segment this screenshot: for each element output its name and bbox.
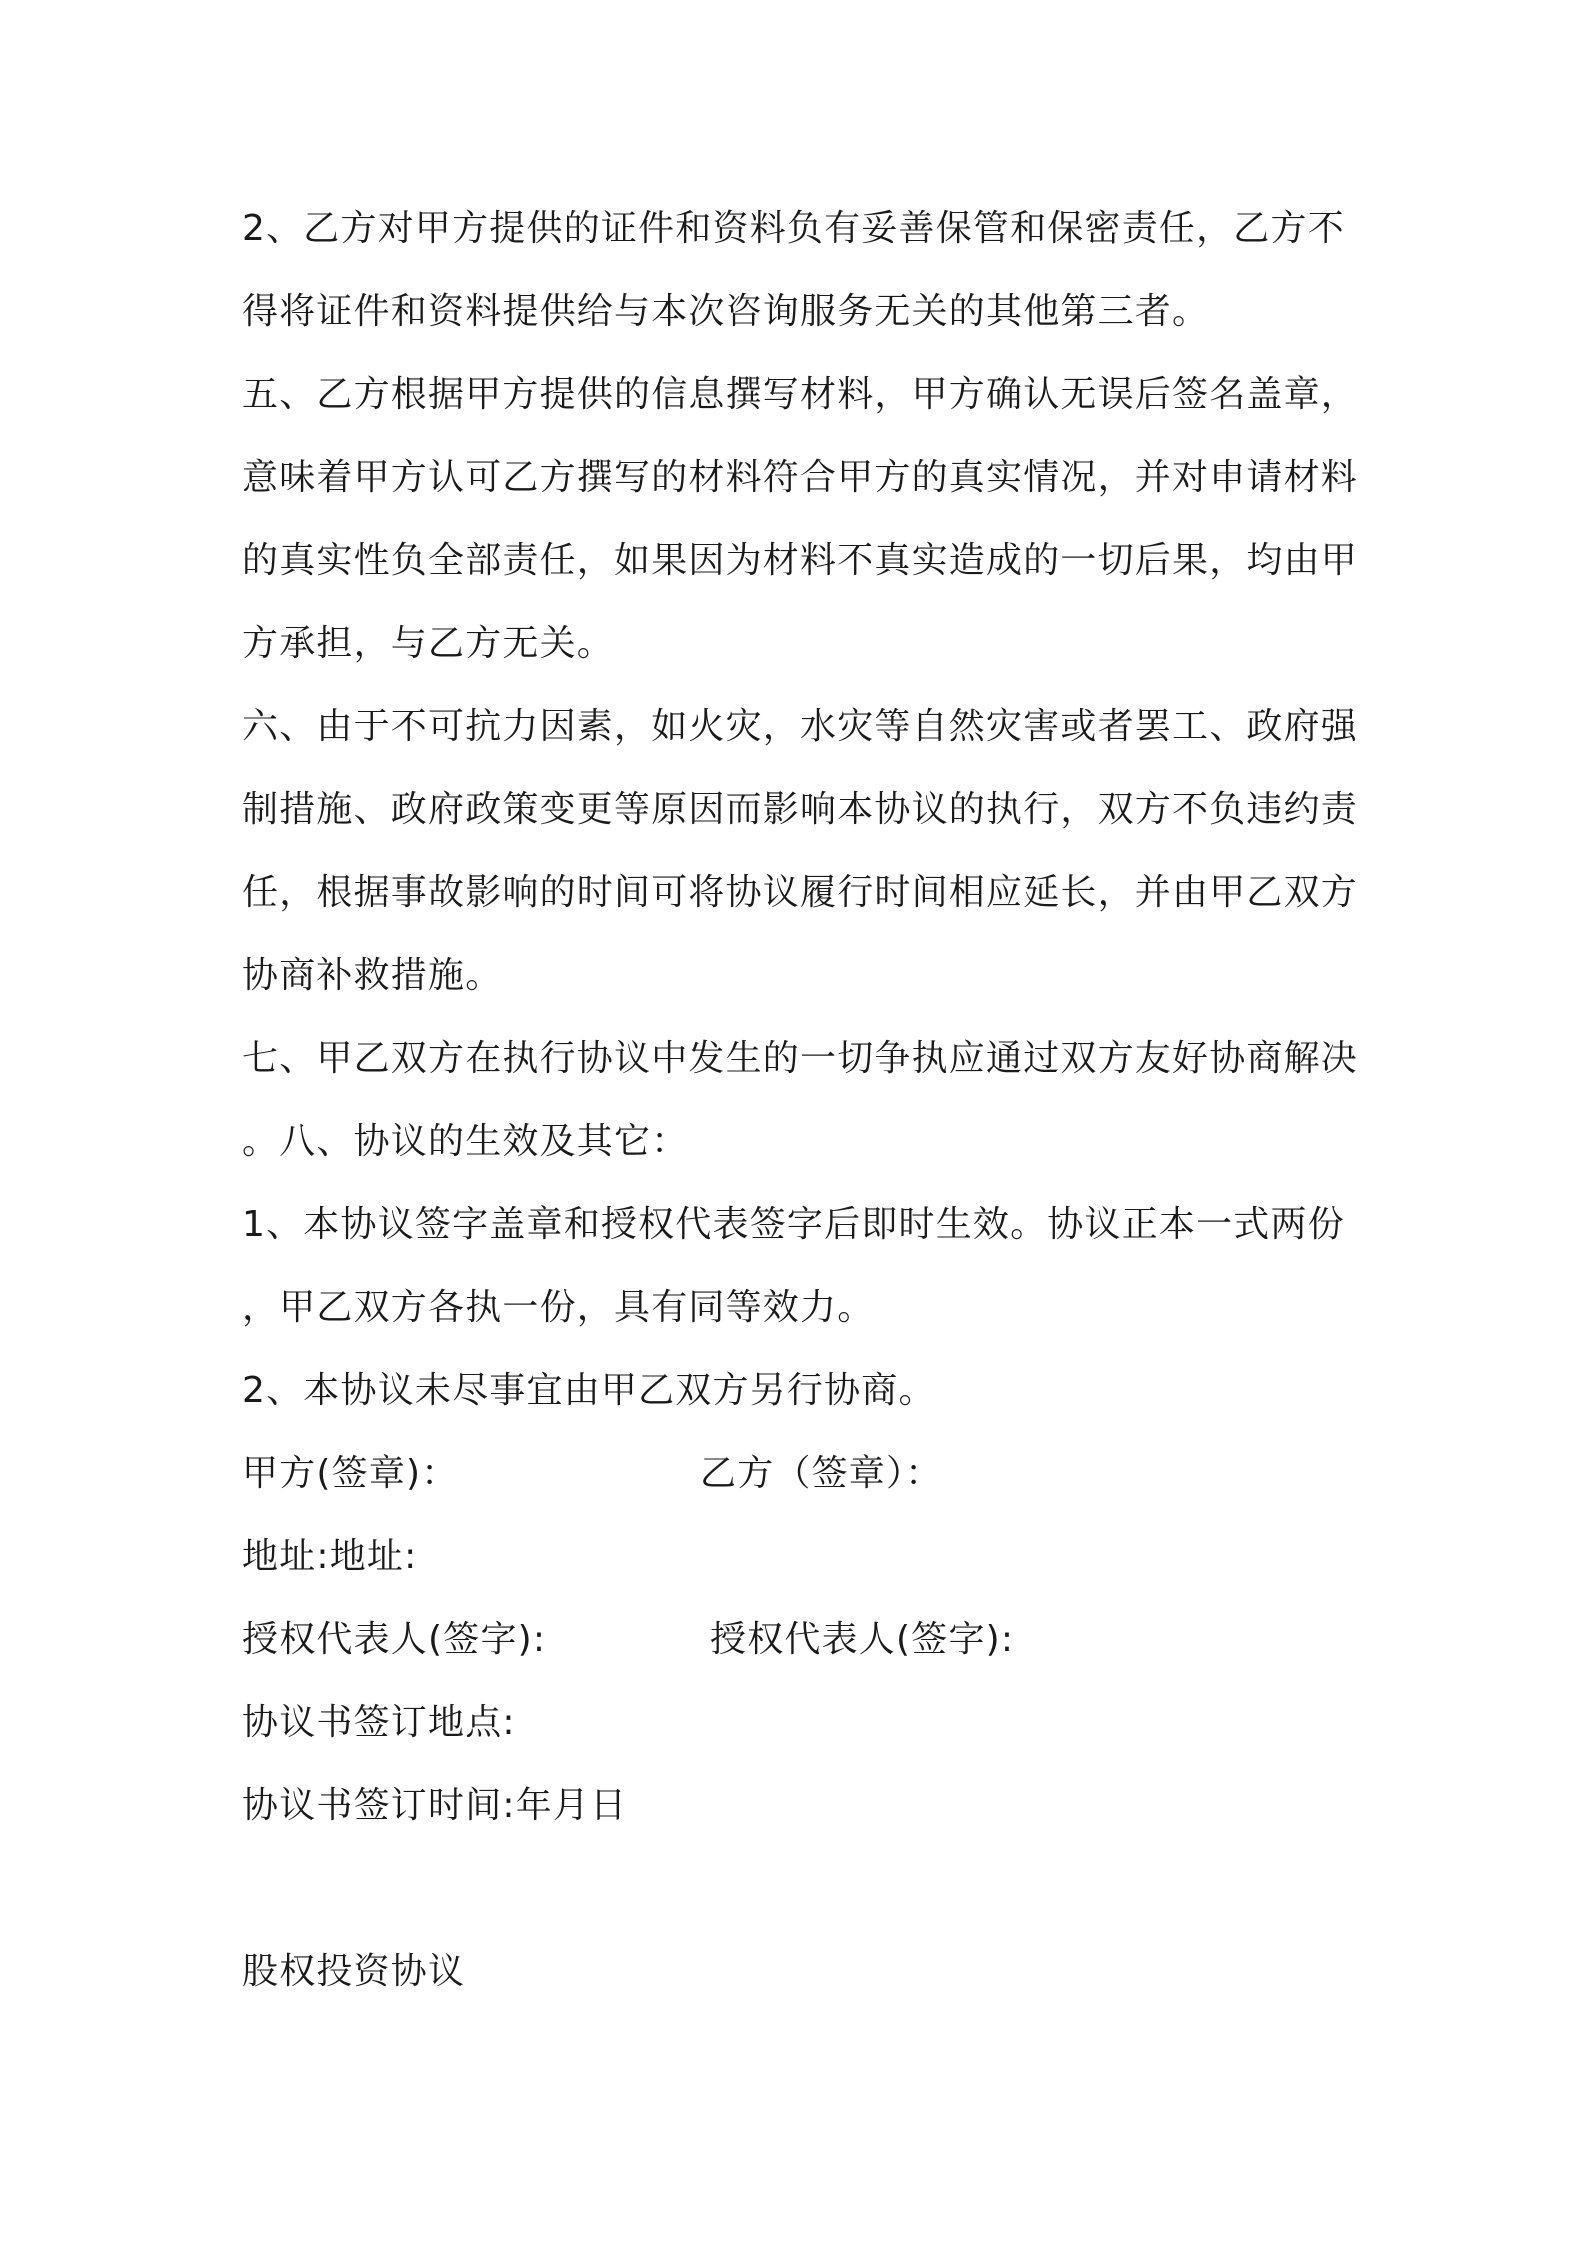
rep-a-label: 授权代表人(签字): [242, 1619, 547, 1660]
sign-time-label: 协议书签订时间:年月日 [242, 1785, 628, 1826]
rep-b-label: 授权代表人(签字): [710, 1619, 1015, 1660]
address-label: 地址:地址: [242, 1536, 418, 1577]
paragraph-line: 七、甲乙双方在执行协议中发生的一切争执应通过双方友好协商解决 [242, 1038, 1359, 1079]
paragraph-line: 意味着甲方认可乙方撰写的材料符合甲方的真实情况，并对申请材料 [242, 457, 1359, 498]
paragraph-line: 制措施、政府政策变更等原因而影响本协议的执行，双方不负违约责 [242, 789, 1359, 830]
paragraph-line: 的真实性负全部责任，如果因为材料不真实造成的一切后果，均由甲 [242, 540, 1359, 581]
paragraph-line: 六、由于不可抗力因素，如火灾，水灾等自然灾害或者罢工、政府强 [242, 706, 1359, 747]
paragraph-line: 协商补救措施。 [242, 955, 503, 996]
paragraph-line: 1、本协议签字盖章和授权代表签字后即时生效。协议正本一式两份 [242, 1204, 1345, 1245]
paragraph-line: 2、本协议未尽事宜由甲乙双方另行协商。 [242, 1370, 936, 1411]
next-document-title: 股权投资协议 [242, 1951, 466, 1992]
party-b-seal-label: 乙方（签章）： [700, 1453, 943, 1494]
paragraph-line: 得将证件和资料提供给与本次咨询服务无关的其他第三者。 [242, 291, 1210, 332]
paragraph-line: 五、乙方根据甲方提供的信息撰写材料，甲方确认无误后签名盖章， [242, 374, 1359, 415]
party-a-seal-label: 甲方(签章)： [242, 1453, 459, 1494]
paragraph-line: 任，根据事故影响的时间可将协议履行时间相应延长，并由甲乙双方 [242, 872, 1359, 913]
paragraph-line: 2、乙方对甲方提供的证件和资料负有妥善保管和保密责任，乙方不 [242, 208, 1345, 249]
paragraph-line: 。八、协议的生效及其它： [242, 1121, 689, 1162]
paragraph-line: 方承担，与乙方无关。 [242, 623, 615, 664]
paragraph-line: ，甲乙双方各执一份，具有同等效力。 [242, 1287, 875, 1328]
sign-place-label: 协议书签订地点: [242, 1702, 516, 1743]
